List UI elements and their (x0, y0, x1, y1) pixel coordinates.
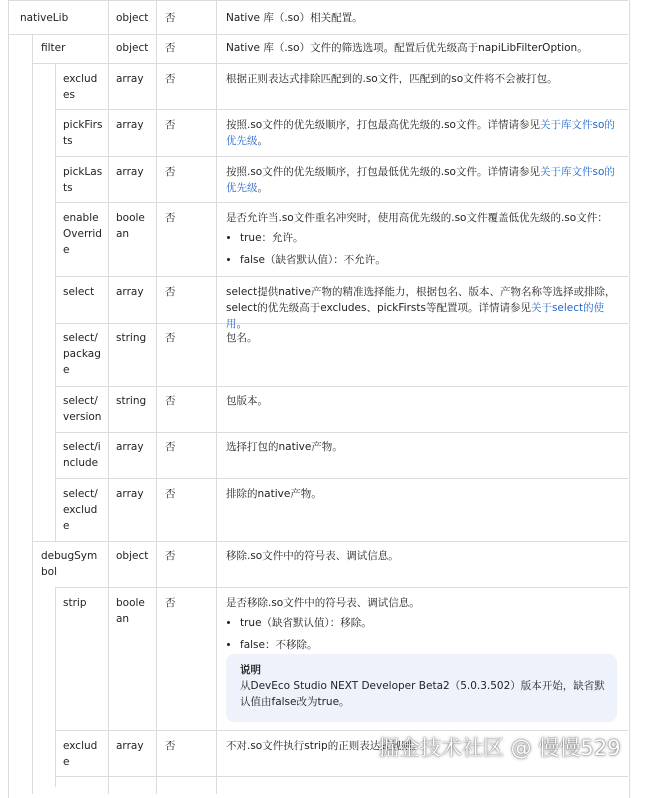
row-divider (32, 63, 628, 64)
param-desc (226, 210, 621, 274)
note-title: 说明 (240, 664, 261, 676)
row-divider (8, 34, 628, 35)
nest-divider (55, 587, 56, 787)
nest-divider (32, 34, 33, 794)
param-name: select (63, 286, 95, 298)
option-item: • false：不移除。 (240, 637, 621, 653)
param-desc: 选择打包的native产物。 (226, 441, 343, 453)
param-name: select/exclude (63, 488, 98, 532)
note-text: 从DevEco Studio NEXT Developer Beta2（5.0.3.502）版本开始，缺省默认值由false改为true。 (240, 680, 605, 708)
row-divider (55, 202, 628, 203)
row-divider (8, 0, 628, 1)
row-divider (55, 776, 628, 777)
row-divider (55, 276, 628, 277)
param-required: 否 (165, 597, 176, 609)
param-required: 否 (165, 395, 176, 407)
option-item: • false（缺省默认值）：不允许。 (240, 252, 621, 268)
param-required: 否 (165, 332, 176, 344)
desc-tail: 。 (236, 318, 247, 330)
param-desc: 根据正则表达式排除匹配到的.so文件，匹配到的so文件将不会被打包。 (226, 73, 558, 85)
param-required: 否 (165, 441, 176, 453)
column-divider (108, 0, 109, 794)
param-type: array (116, 286, 144, 298)
param-required: 否 (165, 286, 176, 298)
row-divider (55, 386, 628, 387)
param-required: 否 (165, 42, 176, 54)
param-name: select/package (63, 332, 101, 376)
param-name: excludes (63, 73, 98, 101)
param-required: 否 (165, 119, 176, 131)
param-name: enableOverride (63, 212, 102, 256)
option-list (226, 230, 621, 268)
option-item: • true（缺省默认值）：移除。 (240, 615, 621, 631)
option-list (226, 615, 621, 653)
param-required: 否 (165, 212, 176, 224)
row-divider (55, 432, 628, 433)
param-type: array (116, 441, 144, 453)
param-desc: 移除.so文件中的符号表、调试信息。 (226, 550, 399, 562)
param-required: 否 (165, 740, 176, 752)
param-type: string (116, 395, 147, 407)
param-name: pickFirsts (63, 119, 103, 147)
note-box (226, 654, 617, 722)
row-divider (55, 156, 628, 157)
desc-text: 按照.so文件的优先级顺序，打包最高优先级的.so文件。详情请参见 (226, 119, 540, 131)
param-name: filter (41, 42, 66, 54)
param-required: 否 (165, 166, 176, 178)
param-required: 否 (165, 12, 176, 24)
desc-tail: 。 (257, 182, 268, 194)
param-desc: Native 库（.so）文件的筛选选项。配置后优先级高于napiLibFilterOption。 (226, 42, 588, 54)
doc-link[interactable]: 关于select的使用 (226, 302, 605, 330)
desc-text: 是否允许当.so文件重名冲突时，使用高优先级的.so文件覆盖低优先级的.so文件： (226, 212, 608, 224)
param-type: string (116, 332, 147, 344)
desc-text: 按照.so文件的优先级顺序，打包最低优先级的.so文件。详情请参见 (226, 166, 540, 178)
param-name: strip (63, 597, 87, 609)
row-divider (55, 730, 628, 731)
doc-link[interactable]: 关于库文件so的优先级 (226, 119, 615, 147)
desc-tail: 。 (257, 135, 268, 147)
param-type: array (116, 166, 144, 178)
param-name: debugSymbol (41, 550, 98, 578)
param-desc: 不对.so文件执行strip的正则表达式规则。 (226, 740, 423, 752)
param-type: object (116, 12, 149, 24)
param-desc: 排除的native产物。 (226, 488, 322, 500)
param-name: select/version (63, 395, 102, 423)
desc-text: 是否移除.so文件中的符号表、调试信息。 (226, 597, 420, 609)
param-required: 否 (165, 488, 176, 500)
param-type: boolean (116, 212, 145, 240)
param-name: pickLasts (63, 166, 103, 194)
watermark: 掘金技术社区 @ 慢慢529 (378, 736, 621, 760)
nest-divider (55, 63, 56, 541)
param-name: exclude (63, 740, 98, 768)
row-divider (55, 478, 628, 479)
column-divider (156, 0, 157, 794)
param-desc (226, 284, 621, 332)
param-desc (226, 117, 621, 149)
param-required: 否 (165, 73, 176, 85)
row-divider (55, 587, 628, 588)
row-divider (32, 541, 628, 542)
desc-text: select提供native产物的精准选择能力，根据包名、版本、产物名称等选择或排除，select的优先级高于excludes、pickFirsts等配置项。详情请参见 (226, 286, 616, 314)
param-desc (226, 595, 621, 659)
param-type: object (116, 550, 149, 562)
param-name: nativeLib (20, 12, 69, 24)
param-type: array (116, 488, 144, 500)
param-type: boolean (116, 597, 145, 625)
option-item: • true：允许。 (240, 230, 621, 246)
param-type: array (116, 119, 144, 131)
param-type: array (116, 73, 144, 85)
param-name: select/include (63, 441, 101, 469)
doc-link[interactable]: 关于库文件so的优先级 (226, 166, 615, 194)
param-required: 否 (165, 550, 176, 562)
param-desc: 包版本。 (226, 395, 268, 407)
param-type: object (116, 42, 149, 54)
param-desc: Native 库（.so）相关配置。 (226, 12, 363, 24)
column-divider (216, 0, 217, 794)
param-type: array (116, 740, 144, 752)
param-desc (226, 164, 621, 196)
row-divider (55, 109, 628, 110)
param-desc: 包名。 (226, 332, 258, 344)
